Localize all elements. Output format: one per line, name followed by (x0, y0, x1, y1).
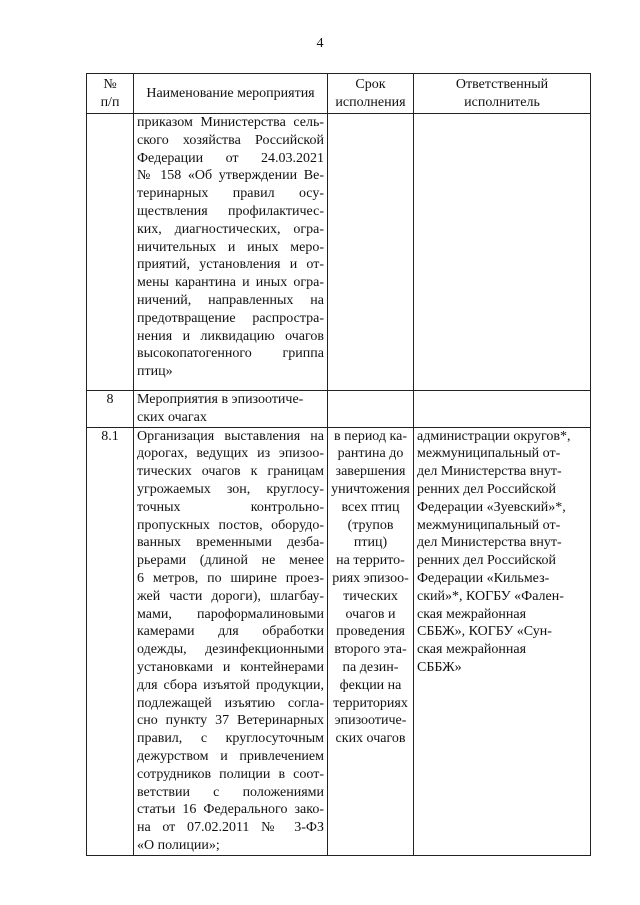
measures-table (86, 73, 591, 856)
row-responsible (414, 114, 591, 391)
text-line: нения и ликвидацию очагов (137, 328, 324, 344)
text-line: точных контрольно- (137, 499, 324, 515)
text-line: ский»*, КОГБУ «Фален- (417, 588, 564, 604)
text-line: ских очагов (335, 731, 406, 747)
row-name (134, 391, 328, 428)
text-line: ренних дел Российской (417, 481, 557, 497)
text-line: па дезин- (342, 659, 399, 675)
text-line: дежурством и привлечением (137, 748, 324, 764)
text-line: ская межрайонная (417, 606, 527, 622)
text-line: очагов и (345, 606, 396, 622)
text-line: межмуниципальный от- (417, 517, 561, 533)
text-line: уничтожения (331, 481, 410, 497)
text-line: мами, пароформалиновыми (137, 606, 324, 622)
text-line: приказом Министерства сель- (137, 115, 324, 130)
page-number: 4 (316, 36, 324, 51)
table-row (87, 114, 591, 391)
row-num: 8.1 (87, 427, 134, 855)
text-line: угрожаемых зон, круглосу- (137, 481, 324, 497)
text-line: № 158 «Об утверждении Ве- (137, 168, 324, 184)
table-row (87, 427, 591, 855)
text-line: второго эта- (334, 642, 407, 658)
row-num: 8 (87, 391, 134, 428)
text-line: подлежащей изъятию согла- (137, 695, 324, 711)
header-name: Наименование мероприятия (134, 74, 328, 114)
text-line: риях эпизоо- (332, 570, 409, 586)
text-line: тических очагов к границам (137, 464, 324, 480)
text-line: птиц) (353, 535, 388, 551)
text-line: птиц» (137, 364, 173, 380)
text-line: пропускных постов, оборудо- (137, 517, 324, 533)
text-line: всех птиц (341, 499, 400, 515)
text-line: 6 метров, по ширине проез- (137, 570, 324, 586)
text-line: ветствии с положениями (137, 784, 324, 800)
text-line: сно пункту 37 Ветеринарных (137, 713, 324, 729)
text-line: Организация выставления на (137, 428, 324, 444)
text-line: ких, диагностических, огра- (137, 221, 324, 237)
text-line: ская межрайонная (417, 642, 527, 658)
text-line: Мероприятия в эпизоотиче- (137, 392, 304, 407)
text-line: ского хозяйства Российской (137, 132, 324, 148)
text-line: жей части дороги), шлагбау- (137, 588, 324, 604)
text-line: дорогах, ведущих из эпизоо- (137, 446, 324, 462)
text-line: тических (343, 588, 398, 604)
text-line: Федерации «Зуевский»*, (417, 499, 566, 515)
text-line: установками и контейнерами (137, 659, 324, 675)
text-line: высокопатогенного гриппа (137, 346, 324, 362)
text-line: Федерации от 24.03.2021 (137, 150, 324, 166)
text-line: статьи 16 Федерального зако- (137, 802, 324, 818)
text-line: ванных временными дезба- (137, 535, 324, 551)
text-line: ничительных и иных меро- (137, 239, 324, 255)
row-term (328, 114, 414, 391)
text-line: (трупов (347, 517, 394, 533)
text-line: камерами для обработки (137, 624, 324, 640)
text-line: СББЖ» (417, 659, 462, 675)
text-line: теринарных правил осу- (137, 186, 324, 202)
text-line: ренних дел Российской (417, 553, 557, 569)
text-line: ничений, направленных на (137, 292, 324, 308)
header-term: Срок исполнения (328, 74, 414, 114)
text-line: предотвращение распростра- (137, 310, 324, 326)
row-name (134, 427, 328, 855)
text-line: межмуниципальный от- (417, 446, 561, 462)
header-num: № п/п (87, 74, 134, 114)
text-line: проведения (336, 624, 405, 640)
text-line: для сбора изъятой продукции, (137, 677, 324, 693)
text-line: администрации округов*, (417, 428, 571, 444)
text-line: на террито- (336, 553, 405, 569)
text-line: одежды, дезинфекционными (137, 642, 324, 658)
text-line: приятий, установления и от- (137, 257, 324, 273)
row-responsible (414, 427, 591, 855)
text-line: рантина до (337, 446, 404, 462)
text-line: завершения (335, 464, 406, 480)
text-line: на от 07.02.2011 № 3-ФЗ (137, 820, 324, 836)
table-header-row (87, 74, 591, 114)
text-line: ских очагах (137, 409, 207, 425)
text-line: Федерации «Кильмез- (417, 570, 550, 586)
text-line: эпизоотиче- (334, 713, 407, 729)
row-num (87, 114, 134, 391)
text-line: дел Министерства внут- (417, 464, 562, 480)
text-line: мены карантина и иных огра- (137, 275, 324, 291)
text-line: фекции на (339, 677, 402, 693)
text-line: дел Министерства внут- (417, 535, 562, 551)
row-term (328, 427, 414, 855)
text-line: сотрудников полиции в соот- (137, 766, 324, 782)
row-responsible (414, 391, 591, 428)
table-row (87, 391, 591, 428)
row-term (328, 391, 414, 428)
text-line: территориях (333, 695, 408, 711)
text-line: правил, с круглосуточным (137, 731, 324, 747)
text-line: в период ка- (334, 428, 407, 444)
text-line: СББЖ», КОГБУ «Сун- (417, 624, 552, 640)
row-name (134, 114, 328, 391)
header-responsible: Ответственный исполнитель (414, 74, 591, 114)
text-line: «О полиции»; (137, 837, 220, 853)
text-line: рьерами (длиной не менее (137, 553, 324, 569)
text-line: ществления профилактичес- (137, 203, 324, 219)
